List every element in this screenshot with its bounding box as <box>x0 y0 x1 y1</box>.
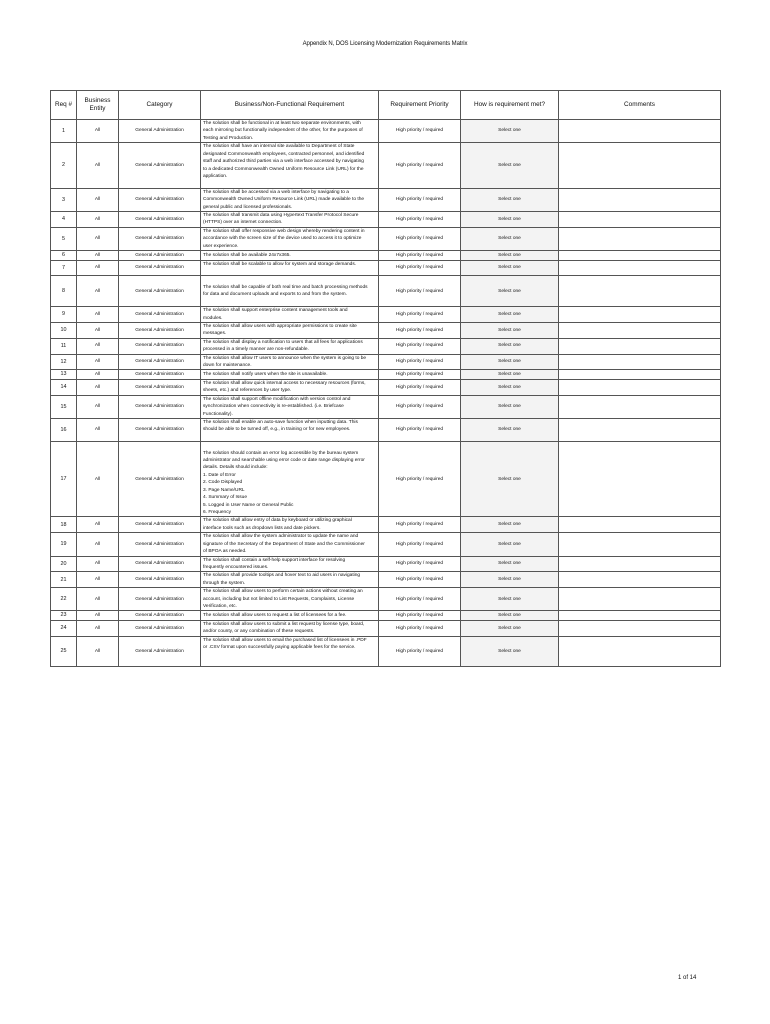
category-cell: General Administration <box>119 620 201 636</box>
table-row <box>51 338 721 354</box>
priority-cell: High priority / required <box>379 588 461 611</box>
requirement-text <box>201 395 379 418</box>
requirement-met-select[interactable]: Select one <box>461 227 559 250</box>
requirement-line: The solution shall contain a self-help support interface for resolving <box>203 557 346 563</box>
requirement-line: The solution shall allow IT users to announce when the system is going to be <box>203 355 367 361</box>
req-number: 23 <box>51 611 77 620</box>
requirement-line: messages. <box>203 331 227 337</box>
priority-cell: High priority / required <box>379 533 461 556</box>
table-row <box>51 572 721 588</box>
business-entity: All <box>77 227 119 250</box>
comments-cell[interactable] <box>559 338 721 354</box>
requirement-met-select[interactable]: Select one <box>461 370 559 379</box>
req-number: 8 <box>51 276 77 307</box>
requirement-met-select[interactable]: Select one <box>461 354 559 370</box>
category-cell: General Administration <box>119 251 201 260</box>
requirement-met-select[interactable]: Select one <box>461 260 559 276</box>
requirement-line: The solution shall allow entry of data by keyboard or utilizing graphical <box>203 518 352 524</box>
requirement-line <box>203 652 376 659</box>
requirement-text <box>201 370 379 379</box>
requirement-line: The solution should contain an error log accessible by the bureau system <box>203 450 359 456</box>
req-number: 5 <box>51 227 77 250</box>
req-number: 12 <box>51 354 77 370</box>
business-entity: All <box>77 517 119 533</box>
category-cell: General Administration <box>119 442 201 517</box>
requirement-met-select[interactable]: Select one <box>461 556 559 572</box>
req-number: 9 <box>51 307 77 323</box>
header-priority: Requirement Priority <box>379 91 461 120</box>
comments-cell[interactable] <box>559 379 721 395</box>
requirement-text <box>201 588 379 611</box>
requirement-text <box>201 636 379 667</box>
category-cell: General Administration <box>119 322 201 338</box>
comments-cell[interactable] <box>559 251 721 260</box>
business-entity: All <box>77 395 119 418</box>
requirement-met-select[interactable]: Select one <box>461 620 559 636</box>
requirement-line: 6. Frequency <box>203 510 231 515</box>
req-number: 11 <box>51 338 77 354</box>
table-row <box>51 620 721 636</box>
requirement-line: The solution shall support enterprise content management tools and <box>203 308 348 314</box>
requirement-line: The solution shall allow users to request a list of licensees for a fee. <box>203 612 347 618</box>
requirement-text <box>201 379 379 395</box>
requirement-met-select[interactable]: Select one <box>461 636 559 667</box>
requirement-line: The solution shall provide tooltips and hover text to aid users in navigating <box>203 573 361 579</box>
priority-cell: High priority / required <box>379 442 461 517</box>
category-cell: General Administration <box>119 611 201 620</box>
table-row <box>51 517 721 533</box>
requirement-text <box>201 620 379 636</box>
requirement-text <box>201 227 379 250</box>
comments-cell[interactable] <box>559 611 721 620</box>
category-cell: General Administration <box>119 338 201 354</box>
priority-cell: High priority / required <box>379 251 461 260</box>
business-entity: All <box>77 620 119 636</box>
header-requirement-met: How is requirement met? <box>461 91 559 120</box>
requirement-line: processed in a timely manner are non-refundable. <box>203 347 309 353</box>
table-row <box>51 354 721 370</box>
business-entity: All <box>77 611 119 620</box>
requirement-line: The solution shall allow users to perform certain actions without creating an <box>203 589 363 595</box>
requirement-line: signature of the Secretary of the Department of State and the Commissioner <box>203 541 365 547</box>
business-entity: All <box>77 556 119 572</box>
requirement-line: user experience. <box>203 243 239 249</box>
requirement-line: accordance with the screen size of the device used to access it to optimize <box>203 236 362 242</box>
requirement-text <box>201 260 379 276</box>
category-cell: General Administration <box>119 120 201 143</box>
requirement-line: The solution shall notify users when the site is unavailable. <box>203 371 328 377</box>
requirement-met-select[interactable]: Select one <box>461 379 559 395</box>
header-requirement: Business/Non-Functional Requirement <box>201 91 379 120</box>
requirement-line: designated Commonwealth employees, contracted personnel, and identified <box>203 151 365 157</box>
comments-cell[interactable] <box>559 307 721 323</box>
table-row <box>51 276 721 307</box>
requirement-line: The solution shall be available 24x7x365. <box>203 252 291 258</box>
requirement-line: of BPOA as needed. <box>203 549 247 555</box>
requirement-met-select[interactable]: Select one <box>461 517 559 533</box>
priority-cell: High priority / required <box>379 636 461 667</box>
priority-cell: High priority / required <box>379 611 461 620</box>
requirement-line: The solution shall be functional in at least two separate environments, with <box>203 121 361 126</box>
category-cell: General Administration <box>119 354 201 370</box>
requirement-text <box>201 418 379 441</box>
requirement-text <box>201 251 379 260</box>
requirement-line: The solution shall allow users to email the purchased list of licensees in .PDF <box>203 637 367 643</box>
requirement-met-select[interactable]: Select one <box>461 120 559 143</box>
requirement-text <box>201 276 379 307</box>
priority-cell: High priority / required <box>379 572 461 588</box>
comments-cell[interactable] <box>559 120 721 143</box>
comments-cell[interactable] <box>559 276 721 307</box>
requirement-line: 3. Page Name/URL <box>203 487 245 493</box>
req-number: 4 <box>51 212 77 228</box>
comments-cell[interactable] <box>559 212 721 228</box>
priority-cell: High priority / required <box>379 354 461 370</box>
requirement-met-select[interactable]: Select one <box>461 442 559 517</box>
priority-cell: High priority / required <box>379 322 461 338</box>
comments-cell[interactable] <box>559 227 721 250</box>
table-row <box>51 370 721 379</box>
table-row <box>51 636 721 667</box>
business-entity: All <box>77 251 119 260</box>
requirement-line: staff and authorized third parties via a web interface accessed by navigating <box>203 159 364 165</box>
req-number: 15 <box>51 395 77 418</box>
business-entity: All <box>77 188 119 211</box>
comments-cell[interactable] <box>559 260 721 276</box>
requirement-line: Functionality). <box>203 411 233 417</box>
business-entity: All <box>77 307 119 323</box>
table-row <box>51 418 721 441</box>
table-row <box>51 379 721 395</box>
business-entity: All <box>77 338 119 354</box>
category-cell: General Administration <box>119 307 201 323</box>
requirement-line <box>203 180 376 187</box>
table-row <box>51 395 721 418</box>
table-row <box>51 611 721 620</box>
requirement-met-select[interactable]: Select one <box>461 276 559 307</box>
requirement-line: and/or county, or any combination of these requests. <box>203 629 315 635</box>
category-cell: General Administration <box>119 188 201 211</box>
requirement-text <box>201 354 379 370</box>
priority-cell: High priority / required <box>379 260 461 276</box>
requirement-line: The solution shall be accessed via a web interface by navigating to a <box>203 189 349 195</box>
comments-cell[interactable] <box>559 636 721 667</box>
requirement-text <box>201 611 379 620</box>
requirement-text <box>201 517 379 533</box>
table-row <box>51 556 721 572</box>
business-entity: All <box>77 276 119 307</box>
requirement-line: The solution shall be scalable to allow for system and storage demands. <box>203 261 357 267</box>
requirement-line: The solution shall display a notification to users that all fees for applications <box>203 339 363 345</box>
requirement-line: should be able to be turned off, e.g., in training or for new employees. <box>203 427 351 433</box>
requirement-line: to a dedicated Commonwealth Owned Uniform Resource Link (URL) for the <box>203 166 364 172</box>
requirement-line <box>203 268 376 275</box>
comments-cell[interactable] <box>559 143 721 189</box>
priority-cell: High priority / required <box>379 227 461 250</box>
table-row <box>51 143 721 189</box>
priority-cell: High priority / required <box>379 556 461 572</box>
page-number: 1 of 14 <box>678 975 697 981</box>
comments-cell[interactable] <box>559 556 721 572</box>
comments-cell[interactable] <box>559 370 721 379</box>
requirement-text <box>201 556 379 572</box>
requirement-met-select[interactable]: Select one <box>461 572 559 588</box>
requirement-text <box>201 572 379 588</box>
req-number: 3 <box>51 188 77 211</box>
business-entity: All <box>77 354 119 370</box>
category-cell: General Administration <box>119 556 201 572</box>
comments-cell[interactable] <box>559 395 721 418</box>
table-row <box>51 212 721 228</box>
comments-cell[interactable] <box>559 418 721 441</box>
requirement-line: The solution shall transmit data using Hypertext Transfer Protocol Secure <box>203 213 359 219</box>
requirement-line: 2. Code Displayed <box>203 480 243 486</box>
business-entity: All <box>77 379 119 395</box>
priority-cell: High priority / required <box>379 120 461 143</box>
requirement-met-select[interactable]: Select one <box>461 188 559 211</box>
requirement-line: (HTTPS) over an internet connection. <box>203 220 283 226</box>
priority-cell: High priority / required <box>379 370 461 379</box>
requirement-text <box>201 338 379 354</box>
business-entity: All <box>77 260 119 276</box>
category-cell: General Administration <box>119 379 201 395</box>
requirement-line: administrator and searchable using error code or date range displaying error <box>203 458 365 464</box>
requirement-met-select[interactable]: Select one <box>461 307 559 323</box>
requirement-line: general public and licensed professionals. <box>203 204 293 210</box>
comments-cell[interactable] <box>559 572 721 588</box>
category-cell: General Administration <box>119 418 201 441</box>
table-row <box>51 442 721 517</box>
req-number: 1 <box>51 120 77 143</box>
req-number: 16 <box>51 418 77 441</box>
requirement-text <box>201 120 379 143</box>
priority-cell: High priority / required <box>379 307 461 323</box>
priority-cell: High priority / required <box>379 338 461 354</box>
table-row <box>51 227 721 250</box>
priority-cell: High priority / required <box>379 276 461 307</box>
business-entity: All <box>77 322 119 338</box>
comments-cell[interactable] <box>559 322 721 338</box>
comments-cell[interactable] <box>559 188 721 211</box>
req-number: 2 <box>51 143 77 189</box>
requirement-text <box>201 212 379 228</box>
category-cell: General Administration <box>119 227 201 250</box>
comments-cell[interactable] <box>559 442 721 517</box>
requirement-line: The solution shall enable an auto-save function when inputting data. This <box>203 419 358 425</box>
requirement-line: The solution shall offer responsive web design whereby rendering content in <box>203 228 365 234</box>
comments-cell[interactable] <box>559 517 721 533</box>
requirement-line: synchronization when connectivity is re-established. (i.e. Briefcase <box>203 404 344 410</box>
req-number: 21 <box>51 572 77 588</box>
requirement-line <box>203 276 376 283</box>
table-row <box>51 533 721 556</box>
priority-cell: High priority / required <box>379 379 461 395</box>
requirements-table <box>50 90 721 667</box>
requirement-line: down for maintenance. <box>203 363 252 369</box>
requirement-line: The solution shall have an internal site available to Department of State <box>203 144 355 150</box>
requirement-met-select[interactable]: Select one <box>461 588 559 611</box>
table-header-row <box>51 91 721 120</box>
business-entity: All <box>77 572 119 588</box>
req-number: 19 <box>51 533 77 556</box>
requirement-text <box>201 533 379 556</box>
business-entity: All <box>77 533 119 556</box>
req-number: 22 <box>51 588 77 611</box>
requirement-line: The solution shall allow the system administrator to update the name and <box>203 534 359 540</box>
requirement-met-select[interactable]: Select one <box>461 395 559 418</box>
category-cell: General Administration <box>119 370 201 379</box>
category-cell: General Administration <box>119 572 201 588</box>
requirement-line: The solution shall be capable of both real time and batch processing methods <box>203 284 368 290</box>
requirement-line: interface tools such as dropdown lists and date pickers. <box>203 525 321 531</box>
category-cell: General Administration <box>119 212 201 228</box>
requirement-line: each mirroring but functionally independent of the other, for the purposes of <box>203 128 363 134</box>
header-business-entity: Business Entity <box>77 91 119 120</box>
requirement-line: frequently encountered issues. <box>203 564 269 570</box>
requirement-line <box>203 299 376 306</box>
category-cell: General Administration <box>119 260 201 276</box>
category-cell: General Administration <box>119 588 201 611</box>
priority-cell: High priority / required <box>379 188 461 211</box>
req-number: 6 <box>51 251 77 260</box>
business-entity: All <box>77 442 119 517</box>
category-cell: General Administration <box>119 395 201 418</box>
req-number: 20 <box>51 556 77 572</box>
category-cell: General Administration <box>119 517 201 533</box>
requirement-line: or .CSV format upon successfully paying applicable fees for the service. <box>203 645 356 651</box>
req-number: 14 <box>51 379 77 395</box>
requirement-line: The solution shall allow quick internal access to necessary resources (forms, <box>203 380 366 386</box>
header-req-num: Req # <box>51 91 77 120</box>
table-row <box>51 260 721 276</box>
business-entity: All <box>77 418 119 441</box>
requirement-line: The solution shall allow users with appropriate permissions to create site <box>203 323 357 329</box>
requirement-met-select[interactable]: Select one <box>461 611 559 620</box>
req-number: 17 <box>51 442 77 517</box>
priority-cell: High priority / required <box>379 143 461 189</box>
comments-cell[interactable] <box>559 354 721 370</box>
table-row <box>51 251 721 260</box>
requirement-line: Verification, etc. <box>203 604 237 610</box>
requirement-text <box>201 307 379 323</box>
header-comments: Comments <box>559 91 721 120</box>
requirement-line: The solution shall allow users to submit a list request by license type, board, <box>203 621 365 627</box>
comments-cell[interactable] <box>559 588 721 611</box>
req-number: 24 <box>51 620 77 636</box>
req-number: 25 <box>51 636 77 667</box>
requirement-line: sheets, etc.) and references by user type. <box>203 388 292 394</box>
requirement-met-select[interactable]: Select one <box>461 212 559 228</box>
requirement-text <box>201 188 379 211</box>
requirement-met-select[interactable]: Select one <box>461 143 559 189</box>
table-row <box>51 588 721 611</box>
document-title: Appendix N, DOS Licensing Modernization Requirements Matrix <box>302 41 468 47</box>
priority-cell: High priority / required <box>379 517 461 533</box>
comments-cell[interactable] <box>559 533 721 556</box>
req-number: 7 <box>51 260 77 276</box>
priority-cell: High priority / required <box>379 212 461 228</box>
header-category: Category <box>119 91 201 120</box>
requirement-line: The solution shall support offline modification with version control and <box>203 396 351 402</box>
requirement-met-select[interactable]: Select one <box>461 322 559 338</box>
business-entity: All <box>77 212 119 228</box>
priority-cell: High priority / required <box>379 418 461 441</box>
table-row <box>51 322 721 338</box>
comments-cell[interactable] <box>559 620 721 636</box>
requirement-line <box>203 659 376 666</box>
requirement-line: 5. Logged in User Name or General Public <box>203 502 294 508</box>
req-number: 18 <box>51 517 77 533</box>
table-row <box>51 120 721 143</box>
requirement-text <box>201 322 379 338</box>
requirement-met-select[interactable]: Select one <box>461 338 559 354</box>
req-number: 10 <box>51 322 77 338</box>
requirement-line: account, including but not limited to List Requests, Complaints, License <box>203 596 355 602</box>
business-entity: All <box>77 588 119 611</box>
req-number: 13 <box>51 370 77 379</box>
requirement-text <box>201 143 379 189</box>
requirement-met-select[interactable]: Select one <box>461 418 559 441</box>
category-cell: General Administration <box>119 533 201 556</box>
requirement-line: application. <box>203 173 228 179</box>
requirement-line: for data and document uploads and exports to and from the system. <box>203 292 347 298</box>
requirement-line: 4. Summary of Issue <box>203 495 247 501</box>
requirement-line: Testing and Production. <box>203 135 254 141</box>
table-row <box>51 307 721 323</box>
category-cell: General Administration <box>119 143 201 189</box>
requirement-line: Commonwealth Owned Uniform Resource Link (URL) made available to the <box>203 197 365 203</box>
requirement-line: 1. Date of Error <box>203 472 236 478</box>
requirement-text <box>201 442 379 517</box>
requirements-body <box>51 120 721 667</box>
business-entity: All <box>77 143 119 189</box>
business-entity: All <box>77 636 119 667</box>
requirement-line: modules. <box>203 315 223 321</box>
requirement-line: details. Details should include: <box>203 465 268 471</box>
requirement-line: through the system. <box>203 580 246 586</box>
business-entity: All <box>77 120 119 143</box>
requirement-line <box>203 442 376 449</box>
category-cell: General Administration <box>119 636 201 667</box>
priority-cell: High priority / required <box>379 395 461 418</box>
table-row <box>51 188 721 211</box>
requirement-met-select[interactable]: Select one <box>461 251 559 260</box>
requirement-met-select[interactable]: Select one <box>461 533 559 556</box>
requirement-line <box>203 434 376 441</box>
business-entity: All <box>77 370 119 379</box>
category-cell: General Administration <box>119 276 201 307</box>
priority-cell: High priority / required <box>379 620 461 636</box>
